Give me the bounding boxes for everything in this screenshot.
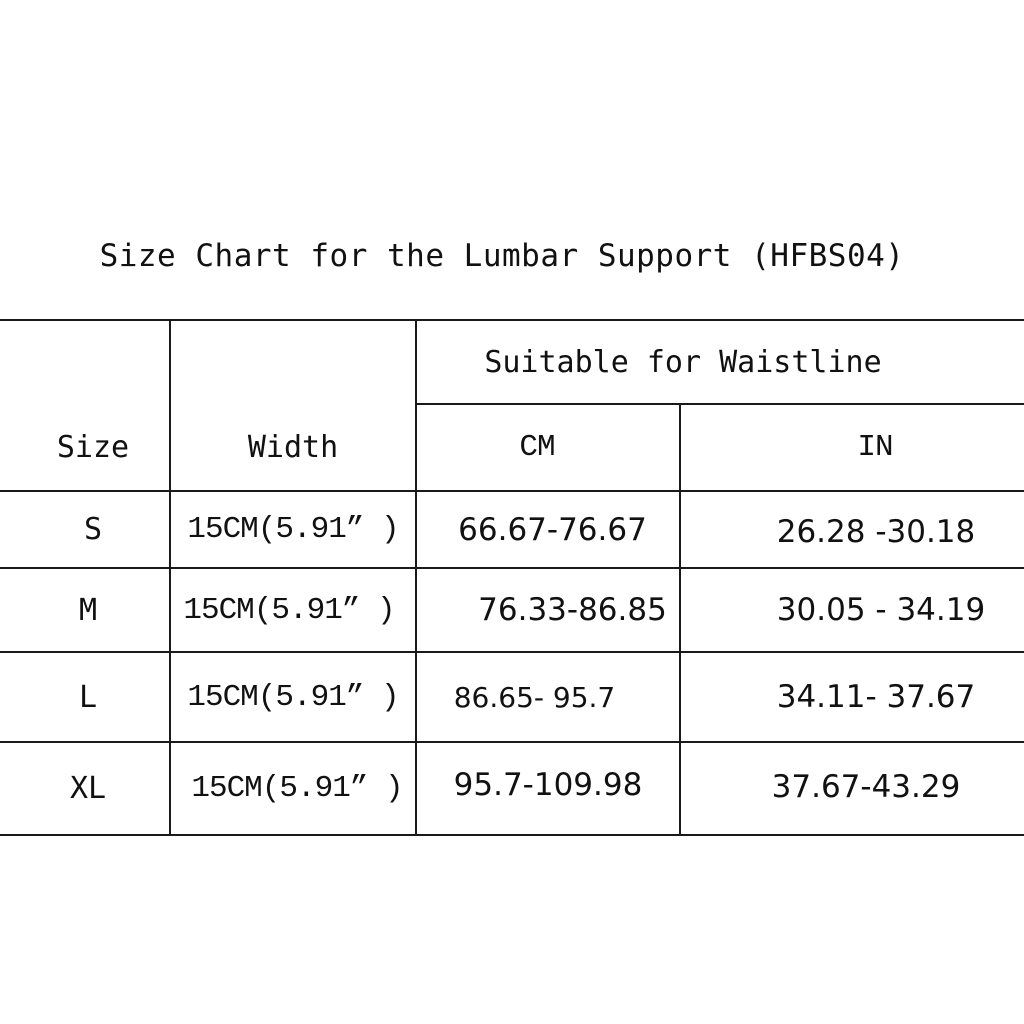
row-m-cm: 76.33-86.85 — [478, 592, 667, 628]
row-l-size: L — [78, 679, 98, 715]
row-xl-in: 37.67-43.29 — [771, 768, 961, 805]
row-m-in: 30.05 - 34.19 — [776, 592, 986, 628]
row-m-width: 15CM(5.91” ) — [183, 592, 395, 628]
row-s-width: 15CM(5.91” ) — [187, 512, 399, 547]
row-l-cm: 86.65- 95.7 — [453, 680, 616, 714]
row-l-in: 34.11- 37.67 — [776, 679, 976, 715]
page-title: Size Chart for the Lumbar Support (HFBS04) — [99, 238, 905, 274]
table-bottom-border — [0, 834, 1024, 836]
row-xl-size: XL — [69, 771, 107, 806]
row-s-in: 26.28 -30.18 — [776, 513, 976, 550]
header-width: Width — [247, 429, 339, 465]
row-l-width: 15CM(5.91” ) — [187, 679, 399, 715]
header-waistline-group: Suitable for Waistline — [484, 344, 882, 380]
row-xl-cm: 95.7-109.98 — [453, 766, 643, 803]
header-in: IN — [857, 429, 893, 465]
row-m-size: M — [78, 592, 98, 628]
header-cm: CM — [519, 429, 555, 465]
row-s-size: S — [83, 512, 103, 547]
row-s-cm: 66.67-76.67 — [458, 511, 647, 548]
row-xl-width: 15CM(5.91” ) — [191, 771, 403, 806]
header-size: Size — [56, 429, 130, 465]
